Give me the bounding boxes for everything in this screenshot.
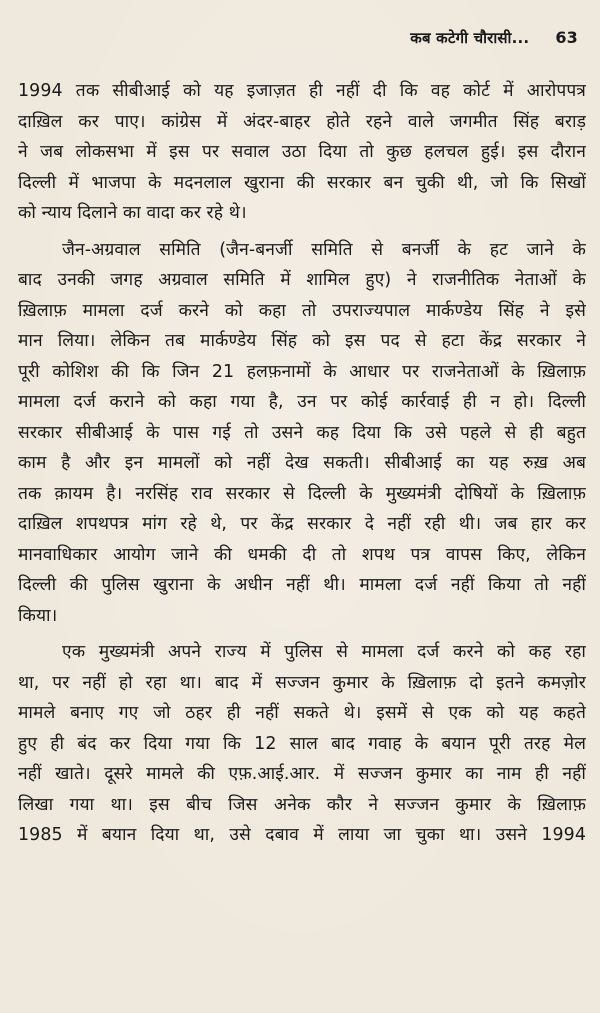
text-line: ख़िलाफ़ मामला दर्ज करने को कहा तो उपराज्यपाल मार्कण्डेय सिंह ने इसे [18, 300, 586, 321]
running-head-title: कब कटेगी चौरासी... [410, 29, 530, 47]
text-line: सरकार सीबीआई के पास गई तो उसने कह दिया कि उसे पहले से ही बहुत [18, 422, 586, 443]
paragraph-3 [18, 637, 586, 851]
text-line: था, पर नहीं हो रहा था। बाद में सज्जन कुमार के ख़िलाफ़ दो इतने कमज़ोर [18, 672, 586, 693]
text-line: काम है और इन मामलों को नहीं देख सकती। सीबीआई का यह रुख़ अब [18, 453, 586, 473]
text-line: नहीं खाते। दूसरे मामले की एफ़.आई.आर. में सज्जन कुमार का नाम ही नहीं [18, 764, 586, 784]
text-line: लिखा गया था। इस बीच जिस अनेक कौर ने सज्जन कुमार के ख़िलाफ़ [18, 794, 586, 815]
running-head [410, 28, 578, 48]
text-line: ने जब लोकसभा में इस पर सवाल उठा दिया तो कुछ हलचल हुई। इस दौरान [18, 142, 586, 162]
text-line: मामले बनाए गए जो ठहर ही नहीं सकते थे। इसमें से एक को यह कहते [18, 703, 586, 723]
text-line: पूरी कोशिश की कि जिन 21 हलफ़नामों के आधार पर राजनेताओं के ख़िलाफ़ [18, 361, 586, 382]
text-line: दिल्ली की पुलिस खुराना के अधीन नहीं थी। मामला दर्ज नहीं किया तो नहीं [18, 575, 586, 595]
text-line: को न्याय दिलाने का वादा कर रहे थे। [18, 203, 247, 223]
text-line: दाख़िल शपथपत्र मांग रहे थे, पर केंद्र सरकार दे नहीं रही थी। जब हार कर [18, 514, 586, 534]
text-line: तक क़ायम है। नरसिंह राव सरकार से दिल्ली के मुख्यमंत्री दोषियों के ख़िलाफ़ [18, 483, 586, 504]
paragraph-2 [18, 235, 586, 632]
text-line: जैन-अग्रवाल समिति (जैन-बनर्जी समिति से बनर्जी के हट जाने के [62, 239, 586, 260]
text-line: हुए ही बंद कर दिया गया कि 12 साल बाद गवाह के बयान पूरी तरह मेल [18, 733, 586, 754]
text-line: 1994 तक सीबीआई को यह इजाज़त ही नहीं दी कि वह कोर्ट में आरोपपत्र [18, 81, 586, 101]
text-line: बाद उनकी जगह अग्रवाल समिति में शामिल हुए) ने राजनीतिक नेताओं के [18, 270, 586, 290]
text-line: 1985 में बयान दिया था, उसे दबाव में लाया जा चुका था। उसने 1994 [18, 825, 586, 845]
page-number: 63 [555, 28, 578, 47]
paragraph-1 [18, 76, 586, 229]
text-line: दाख़िल कर पाए। कांग्रेस में अंदर-बाहर होते रहने वाले जगमीत सिंह बराड़ [18, 111, 586, 132]
text-line: मानवाधिकार आयोग जाने की धमकी दी तो शपथ पत्र वापस किए, लेकिन [18, 544, 586, 565]
text-line: मान लिया। लेकिन तब मार्कण्डेय सिंह को इस पद से हटा केंद्र सरकार ने [18, 331, 586, 351]
text-line: किया। [18, 605, 58, 626]
text-line: मामला दर्ज कराने को कहा गया है, उन पर कोई कार्रवाई ही न हो। दिल्ली [18, 392, 586, 412]
text-line: दिल्ली में भाजपा के मदनलाल खुराना की सरकार बन चुकी थी, जो कि सिखों [18, 172, 586, 193]
body-text [18, 76, 586, 851]
text-line: एक मुख्यमंत्री अपने राज्य में पुलिस से मामला दर्ज करने को कह रहा [62, 642, 586, 662]
